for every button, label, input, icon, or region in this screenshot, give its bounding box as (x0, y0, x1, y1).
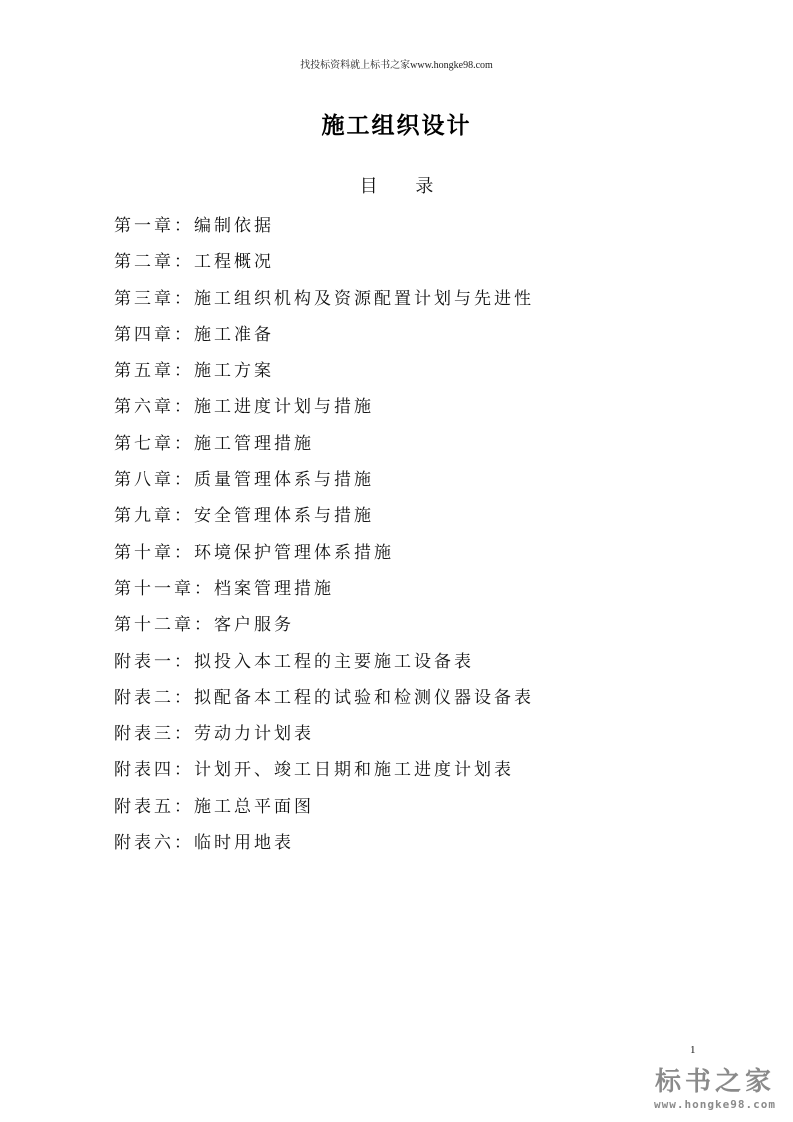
toc-item-chapter-4: 第四章：施工准备 (114, 324, 274, 345)
toc-item-chapter-8: 第八章：质量管理体系与措施 (114, 470, 374, 491)
logo-text: 标书之家 (654, 1067, 775, 1097)
logo-url: www.hongke98.com (654, 1098, 776, 1111)
toc-item-chapter-12: 第十二章：客户服务 (114, 615, 294, 636)
document-title: 施工组织设计 (321, 112, 472, 139)
toc-item-chapter-11: 第十一章：档案管理措施 (114, 578, 334, 599)
toc-item-appendix-6: 附表六：临时用地表 (114, 833, 294, 854)
toc-item-chapter-3: 第三章：施工组织机构及资源配置计划与先进性 (114, 288, 534, 309)
toc-item-chapter-2: 第二章：工程概况 (114, 252, 274, 273)
toc-item-chapter-7: 第七章：施工管理措施 (114, 433, 314, 454)
table-of-contents (114, 213, 534, 866)
page-number: 1 (690, 1044, 696, 1056)
header-note: 找投标资料就上标书之家www.hongke98.com (300, 60, 493, 71)
watermark-logo (640, 1066, 790, 1116)
toc-item-chapter-9: 第九章：安全管理体系与措施 (114, 506, 374, 527)
toc-item-appendix-5: 附表五：施工总平面图 (114, 796, 314, 817)
toc-item-appendix-4: 附表四：计划开、竣工日期和施工进度计划表 (114, 760, 514, 781)
toc-item-appendix-2: 附表二：拟配备本工程的试验和检测仪器设备表 (114, 687, 534, 708)
toc-item-chapter-5: 第五章：施工方案 (114, 361, 274, 382)
toc-item-chapter-6: 第六章：施工进度计划与措施 (114, 397, 374, 418)
toc-item-chapter-10: 第十章：环境保护管理体系措施 (114, 542, 394, 563)
toc-item-appendix-1: 附表一：拟投入本工程的主要施工设备表 (114, 651, 474, 672)
toc-item-appendix-3: 附表三：劳动力计划表 (114, 724, 314, 745)
toc-item-chapter-1: 第一章：编制依据 (114, 216, 274, 236)
toc-heading: 目 录 (359, 176, 450, 197)
